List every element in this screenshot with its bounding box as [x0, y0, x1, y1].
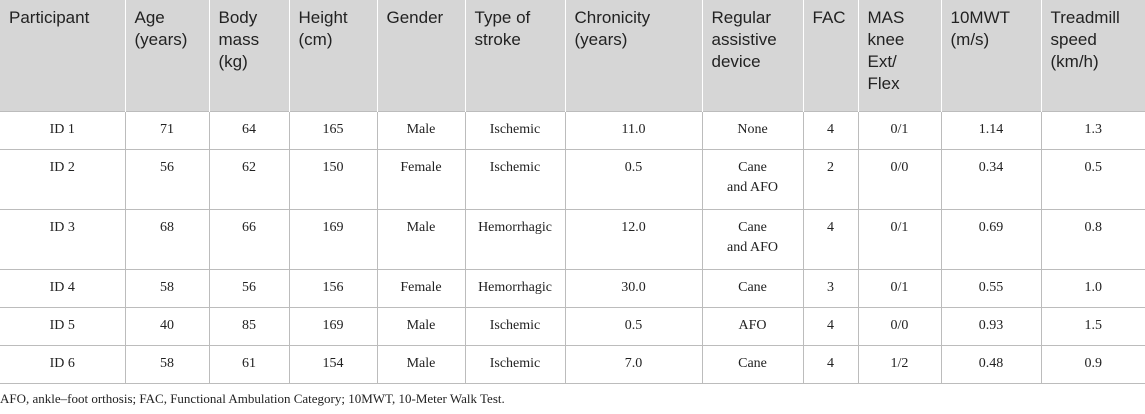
cell-participant: ID 3 [0, 209, 125, 269]
cell-mas: 0/0 [858, 307, 941, 345]
table-row [0, 149, 1145, 209]
header-stroke-type: Type of stroke [465, 0, 565, 111]
cell-assistive-device: Cane and AFO [702, 209, 803, 269]
cell-fac: 4 [803, 345, 858, 383]
cell-height: 150 [289, 149, 377, 209]
cell-10mwt: 1.14 [941, 111, 1041, 149]
cell-participant: ID 1 [0, 111, 125, 149]
cell-10mwt: 0.55 [941, 269, 1041, 307]
cell-stroke-type: Ischemic [465, 345, 565, 383]
table-row [0, 111, 1145, 149]
cell-10mwt: 0.69 [941, 209, 1041, 269]
header-body-mass: Body mass (kg) [209, 0, 289, 111]
cell-chronicity: 30.0 [565, 269, 702, 307]
cell-gender: Male [377, 209, 465, 269]
cell-assistive-device: AFO [702, 307, 803, 345]
cell-height: 165 [289, 111, 377, 149]
cell-gender: Male [377, 111, 465, 149]
cell-participant: ID 2 [0, 149, 125, 209]
cell-chronicity: 12.0 [565, 209, 702, 269]
cell-height: 169 [289, 209, 377, 269]
header-assistive-device: Regular assistive device [702, 0, 803, 111]
header-row [0, 0, 1145, 111]
cell-stroke-type: Hemorrhagic [465, 209, 565, 269]
header-age: Age (years) [125, 0, 209, 111]
cell-body-mass: 66 [209, 209, 289, 269]
cell-age: 58 [125, 269, 209, 307]
table-footnote: AFO, ankle–foot orthosis; FAC, Functional Ambulation Category; 10MWT, 10-Meter Walk Test. [0, 391, 505, 406]
cell-age: 68 [125, 209, 209, 269]
cell-age: 56 [125, 149, 209, 209]
cell-treadmill-speed: 1.5 [1041, 307, 1145, 345]
cell-stroke-type: Ischemic [465, 149, 565, 209]
cell-treadmill-speed: 0.5 [1041, 149, 1145, 209]
cell-treadmill-speed: 1.3 [1041, 111, 1145, 149]
table-row [0, 307, 1145, 345]
header-fac: FAC [803, 0, 858, 111]
cell-gender: Female [377, 149, 465, 209]
cell-gender: Male [377, 307, 465, 345]
cell-body-mass: 85 [209, 307, 289, 345]
cell-mas: 0/0 [858, 149, 941, 209]
table-row [0, 209, 1145, 269]
cell-chronicity: 11.0 [565, 111, 702, 149]
cell-body-mass: 64 [209, 111, 289, 149]
cell-stroke-type: Ischemic [465, 307, 565, 345]
header-mas: MAS knee Ext/ Flex [858, 0, 941, 111]
cell-body-mass: 61 [209, 345, 289, 383]
cell-body-mass: 62 [209, 149, 289, 209]
cell-assistive-device: Cane [702, 345, 803, 383]
cell-assistive-device: Cane [702, 269, 803, 307]
cell-height: 156 [289, 269, 377, 307]
cell-chronicity: 0.5 [565, 149, 702, 209]
cell-10mwt: 0.34 [941, 149, 1041, 209]
cell-stroke-type: Ischemic [465, 111, 565, 149]
cell-participant: ID 6 [0, 345, 125, 383]
cell-age: 71 [125, 111, 209, 149]
cell-fac: 4 [803, 111, 858, 149]
cell-gender: Female [377, 269, 465, 307]
cell-participant: ID 4 [0, 269, 125, 307]
cell-stroke-type: Hemorrhagic [465, 269, 565, 307]
cell-age: 58 [125, 345, 209, 383]
header-treadmill-speed: Treadmill speed (km/h) [1041, 0, 1145, 111]
header-chronicity: Chronicity (years) [565, 0, 702, 111]
cell-age: 40 [125, 307, 209, 345]
cell-fac: 4 [803, 209, 858, 269]
header-height: Height (cm) [289, 0, 377, 111]
cell-mas: 0/1 [858, 209, 941, 269]
cell-10mwt: 0.48 [941, 345, 1041, 383]
cell-assistive-device: Cane and AFO [702, 149, 803, 209]
cell-fac: 3 [803, 269, 858, 307]
cell-mas: 1/2 [858, 345, 941, 383]
cell-mas: 0/1 [858, 111, 941, 149]
cell-treadmill-speed: 0.9 [1041, 345, 1145, 383]
cell-body-mass: 56 [209, 269, 289, 307]
cell-mas: 0/1 [858, 269, 941, 307]
cell-chronicity: 7.0 [565, 345, 702, 383]
cell-chronicity: 0.5 [565, 307, 702, 345]
table-row [0, 269, 1145, 307]
cell-treadmill-speed: 1.0 [1041, 269, 1145, 307]
cell-height: 154 [289, 345, 377, 383]
cell-gender: Male [377, 345, 465, 383]
table-row [0, 345, 1145, 383]
header-10mwt: 10MWT (m/s) [941, 0, 1041, 111]
cell-height: 169 [289, 307, 377, 345]
header-participant: Participant [0, 0, 125, 111]
cell-fac: 4 [803, 307, 858, 345]
cell-fac: 2 [803, 149, 858, 209]
cell-assistive-device: None [702, 111, 803, 149]
cell-participant: ID 5 [0, 307, 125, 345]
cell-10mwt: 0.93 [941, 307, 1041, 345]
cell-treadmill-speed: 0.8 [1041, 209, 1145, 269]
header-gender: Gender [377, 0, 465, 111]
